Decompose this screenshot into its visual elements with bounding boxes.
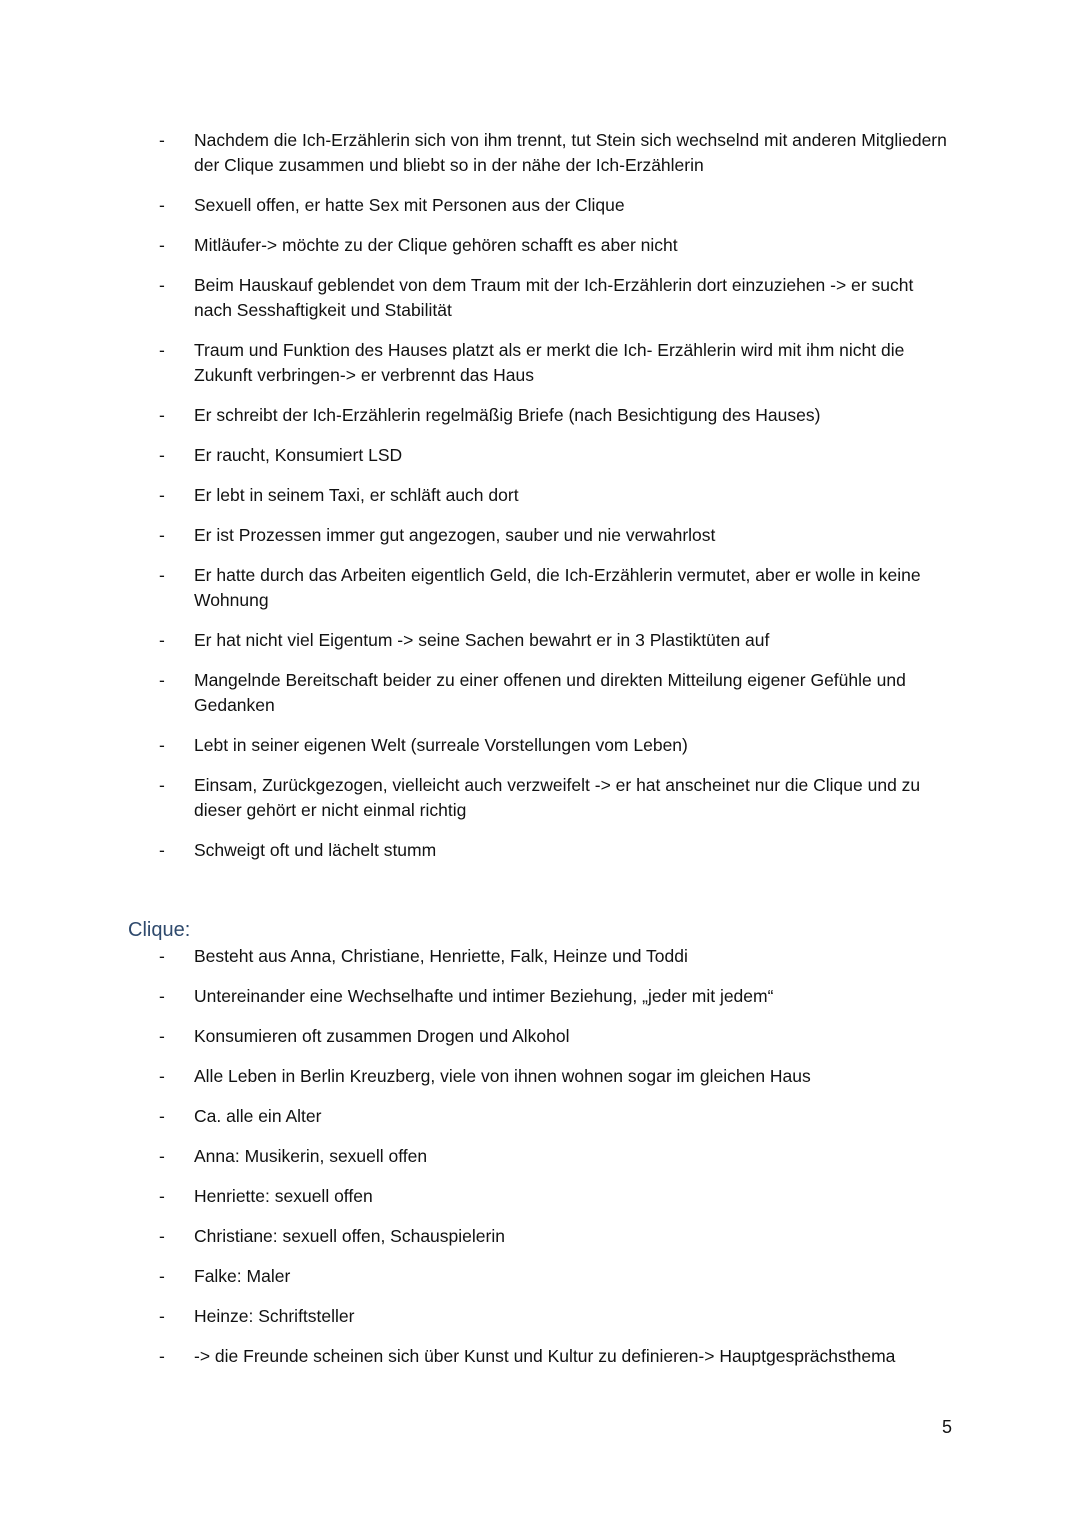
bullet-dash: - <box>159 130 165 150</box>
clique-heading: Clique: <box>128 919 191 941</box>
list-item <box>0 773 1080 823</box>
list-item-text: Ca. alle ein Alter <box>194 1106 322 1126</box>
list-item <box>0 403 1080 428</box>
bullet-dash: - <box>159 840 165 860</box>
list-item-text: Nachdem die Ich-Erzählerin sich von ihm trennt, tut Stein sich wechselnd mit anderen Mitgliedern der Clique zusammen und bliebt so in der nähe der Ich-Erzählerin <box>194 130 947 175</box>
list-item-text: Lebt in seiner eigenen Welt (surreale Vorstellungen vom Leben) <box>194 735 688 755</box>
list-item <box>0 523 1080 548</box>
list-item <box>0 483 1080 508</box>
list-item <box>0 668 1080 718</box>
bullet-dash: - <box>159 670 165 690</box>
list-item-text: Er hatte durch das Arbeiten eigentlich Geld, die Ich-Erzählerin vermutet, aber er wolle in keine Wohnung <box>194 565 921 610</box>
list-item-text: -> die Freunde scheinen sich über Kunst und Kultur zu definieren-> Hauptgesprächsthema <box>194 1346 896 1366</box>
bullet-dash: - <box>159 1266 165 1286</box>
bullet-dash: - <box>159 445 165 465</box>
list-item-text: Sexuell offen, er hatte Sex mit Personen aus der Clique <box>194 195 625 215</box>
list-item <box>0 1304 1080 1329</box>
list-item <box>0 628 1080 653</box>
list-item <box>0 984 1080 1009</box>
list-item <box>0 128 1080 178</box>
list-item-text: Traum und Funktion des Hauses platzt als er merkt die Ich- Erzählerin wird mit ihm nicht die Zukunft verbringen-> er verbrennt das Haus <box>194 340 905 385</box>
bullet-dash: - <box>159 485 165 505</box>
bullet-dash: - <box>159 235 165 255</box>
list-item-text: Christiane: sexuell offen, Schauspielerin <box>194 1226 505 1246</box>
list-item-text: Konsumieren oft zusammen Drogen und Alkohol <box>194 1026 570 1046</box>
list-item-text: Er ist Prozessen immer gut angezogen, sauber und nie verwahrlost <box>194 525 716 545</box>
list-item <box>0 1184 1080 1209</box>
list-item-text: Heinze: Schriftsteller <box>194 1306 355 1326</box>
bullet-dash: - <box>159 275 165 295</box>
bullet-dash: - <box>159 775 165 795</box>
list-item-text: Untereinander eine Wechselhafte und intimer Beziehung, „jeder mit jedem“ <box>194 986 774 1006</box>
bullet-dash: - <box>159 1026 165 1046</box>
list-item <box>0 1224 1080 1249</box>
list-item <box>0 273 1080 323</box>
list-item-text: Schweigt oft und lächelt stumm <box>194 840 437 860</box>
bullet-dash: - <box>159 195 165 215</box>
list-item-text: Besteht aus Anna, Christiane, Henriette, Falk, Heinze und Toddi <box>194 946 688 966</box>
list-item-text: Henriette: sexuell offen <box>194 1186 373 1206</box>
list-item-text: Er lebt in seinem Taxi, er schläft auch dort <box>194 485 519 505</box>
list-item-text: Mitläufer-> möchte zu der Clique gehören schafft es aber nicht <box>194 235 678 255</box>
list-item <box>0 944 1080 969</box>
list-item <box>0 1064 1080 1089</box>
list-item-text: Er hat nicht viel Eigentum -> seine Sachen bewahrt er in 3 Plastiktüten auf <box>194 630 770 650</box>
list-item <box>0 838 1080 863</box>
bullet-dash: - <box>159 525 165 545</box>
bullet-dash: - <box>159 630 165 650</box>
bullet-dash: - <box>159 946 165 966</box>
list-item <box>0 443 1080 468</box>
bullet-dash: - <box>159 405 165 425</box>
list-item-text: Einsam, Zurückgezogen, vielleicht auch verzweifelt -> er hat anscheinet nur die Clique und zu dieser gehört er nicht einmal richtig <box>194 775 921 820</box>
list-item-text: Falke: Maler <box>194 1266 291 1286</box>
bullet-dash: - <box>159 1346 165 1366</box>
bullet-dash: - <box>159 1186 165 1206</box>
list-item <box>0 733 1080 758</box>
list-item <box>0 1264 1080 1289</box>
bullet-dash: - <box>159 1106 165 1126</box>
list-item <box>0 1344 1080 1369</box>
list-item <box>0 1144 1080 1169</box>
list-item-text: Anna: Musikerin, sexuell offen <box>194 1146 428 1166</box>
list-item <box>0 193 1080 218</box>
bullet-dash: - <box>159 1146 165 1166</box>
bullet-dash: - <box>159 565 165 585</box>
bullet-dash: - <box>159 1066 165 1086</box>
list-item-text: Mangelnde Bereitschaft beider zu einer offenen und direkten Mitteilung eigener Gefühle und Gedanken <box>194 670 906 715</box>
bullet-dash: - <box>159 986 165 1006</box>
list-item <box>0 338 1080 388</box>
character-traits-list <box>0 128 1080 878</box>
list-item-text: Er schreibt der Ich-Erzählerin regelmäßig Briefe (nach Besichtigung des Hauses) <box>194 405 821 425</box>
clique-list <box>0 944 1080 1384</box>
list-item <box>0 233 1080 258</box>
bullet-dash: - <box>159 1226 165 1246</box>
bullet-dash: - <box>159 1306 165 1326</box>
list-item <box>0 563 1080 613</box>
bullet-dash: - <box>159 735 165 755</box>
list-item <box>0 1104 1080 1129</box>
list-item <box>0 1024 1080 1049</box>
page-number: 5 <box>941 1417 952 1437</box>
bullet-dash: - <box>159 340 165 360</box>
list-item-text: Beim Hauskauf geblendet von dem Traum mit der Ich-Erzählerin dort einzuziehen -> er sucht nach Sesshaftigkeit und Stabilität <box>194 275 914 320</box>
list-item-text: Er raucht, Konsumiert LSD <box>194 445 403 465</box>
list-item-text: Alle Leben in Berlin Kreuzberg, viele von ihnen wohnen sogar im gleichen Haus <box>194 1066 811 1086</box>
